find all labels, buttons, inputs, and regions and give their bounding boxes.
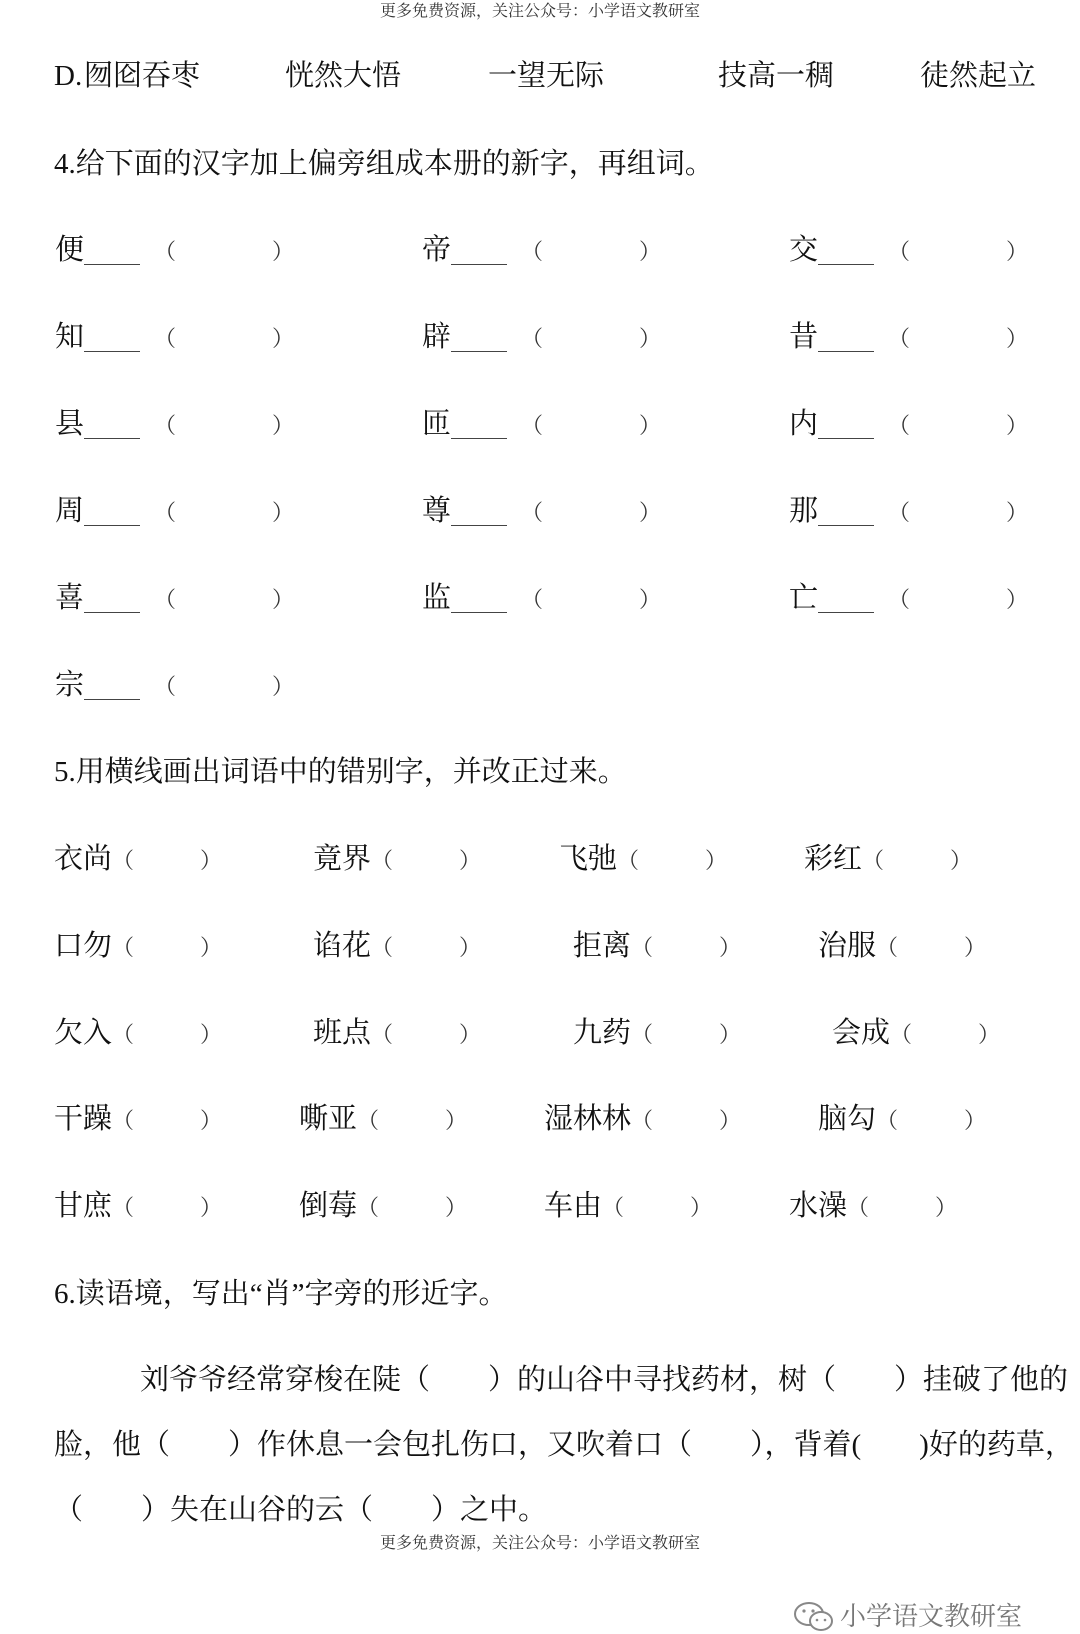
close-paren: ） — [705, 848, 728, 873]
open-paren: （ — [154, 500, 177, 525]
answer-blank[interactable] — [84, 673, 140, 700]
close-paren: ） — [950, 848, 973, 873]
open-paren: （ — [862, 848, 885, 873]
typo-word-item — [544, 1105, 741, 1134]
radical-item — [55, 671, 294, 700]
close-paren: ） — [272, 587, 295, 612]
open-paren: （ — [888, 413, 911, 438]
close-paren: ） — [200, 1195, 223, 1220]
answer-blank[interactable] — [451, 325, 507, 352]
radical-item — [789, 497, 1028, 526]
base-char: 昔 — [789, 321, 819, 353]
open-paren: （ — [888, 500, 911, 525]
option-d-word: 技高一稠 — [718, 60, 835, 92]
open-paren: （ — [371, 935, 394, 960]
typo-word: 治服 — [818, 930, 877, 962]
close-paren: ） — [1006, 587, 1029, 612]
answer-blank[interactable] — [818, 325, 874, 352]
open-paren: （ — [154, 326, 177, 351]
typo-word-item — [54, 1192, 222, 1221]
typo-word-item — [299, 1192, 467, 1221]
typo-word: 嘶亚 — [299, 1103, 358, 1135]
close-paren: ） — [719, 1022, 742, 1047]
answer-blank[interactable] — [818, 499, 874, 526]
close-paren: ） — [200, 1022, 223, 1047]
typo-word: 倒莓 — [299, 1190, 358, 1222]
radical-item — [55, 323, 294, 352]
radical-item — [422, 584, 661, 613]
radical-item — [422, 497, 661, 526]
close-paren: ） — [964, 935, 987, 960]
base-char: 监 — [422, 582, 452, 614]
wechat-icon — [792, 1600, 836, 1634]
open-paren: （ — [357, 1195, 380, 1220]
open-paren: （ — [888, 239, 911, 264]
radical-item — [789, 236, 1028, 265]
typo-word: 会成 — [832, 1017, 891, 1049]
radical-item — [55, 236, 294, 265]
open-paren: （ — [371, 848, 394, 873]
open-paren: （ — [876, 1108, 899, 1133]
close-paren: ） — [1006, 326, 1029, 351]
answer-blank[interactable] — [84, 412, 140, 439]
open-paren: （ — [154, 587, 177, 612]
radical-item — [55, 497, 294, 526]
typo-word: 飞弛 — [559, 843, 618, 875]
question-6-line: 脸，他（ ）作休息一会包扎伤口，又吹着口（ ），背着( )好的药草， — [54, 1429, 1074, 1461]
typo-word-item — [804, 845, 972, 874]
answer-blank[interactable] — [451, 499, 507, 526]
typo-word: 干躁 — [54, 1103, 113, 1135]
close-paren: ） — [964, 1108, 987, 1133]
open-paren: （ — [154, 413, 177, 438]
page-header: 更多免费资源，关注公众号：小学语文教研室 — [379, 3, 700, 20]
typo-word: 九药 — [573, 1017, 632, 1049]
base-char: 便 — [55, 234, 85, 266]
open-paren: （ — [154, 674, 177, 699]
typo-word: 车由 — [544, 1190, 603, 1222]
page-footer: 更多免费资源，关注公众号：小学语文教研室 — [379, 1535, 700, 1552]
close-paren: ） — [445, 1195, 468, 1220]
close-paren: ） — [459, 1022, 482, 1047]
typo-word: 水澡 — [789, 1190, 848, 1222]
typo-word-item — [54, 1019, 222, 1048]
open-paren: （ — [357, 1108, 380, 1133]
watermark — [779, 1574, 1022, 1634]
typo-word-item — [559, 845, 727, 874]
close-paren: ） — [1006, 239, 1029, 264]
typo-word-item — [54, 1105, 222, 1134]
open-paren: （ — [521, 326, 544, 351]
typo-word-item — [573, 932, 741, 961]
typo-word-item — [313, 845, 481, 874]
answer-blank[interactable] — [84, 325, 140, 352]
typo-word: 衣尚 — [54, 843, 113, 875]
close-paren: ） — [978, 1022, 1001, 1047]
answer-blank[interactable] — [84, 238, 140, 265]
typo-word: 脑勾 — [818, 1103, 877, 1135]
radical-item — [55, 584, 294, 613]
typo-word-item — [832, 1019, 1000, 1048]
open-paren: （ — [888, 326, 911, 351]
close-paren: ） — [639, 239, 662, 264]
typo-word: 谄花 — [313, 930, 372, 962]
open-paren: （ — [617, 848, 640, 873]
base-char: 辟 — [422, 321, 452, 353]
option-d-word: 一望无际 — [488, 60, 605, 92]
open-paren: （ — [521, 239, 544, 264]
radical-item — [789, 323, 1028, 352]
open-paren: （ — [602, 1195, 625, 1220]
close-paren: ） — [459, 935, 482, 960]
answer-blank[interactable] — [84, 499, 140, 526]
open-paren: （ — [112, 848, 135, 873]
close-paren: ） — [445, 1108, 468, 1133]
base-char: 那 — [789, 495, 819, 527]
answer-blank[interactable] — [451, 586, 507, 613]
close-paren: ） — [272, 326, 295, 351]
answer-blank[interactable] — [818, 412, 874, 439]
open-paren: （ — [521, 587, 544, 612]
base-char: 帝 — [422, 234, 452, 266]
open-paren: （ — [112, 1195, 135, 1220]
open-paren: （ — [112, 1108, 135, 1133]
base-char: 亡 — [789, 582, 819, 614]
typo-word: 班点 — [313, 1017, 372, 1049]
close-paren: ） — [272, 500, 295, 525]
close-paren: ） — [639, 500, 662, 525]
radical-item — [422, 410, 661, 439]
question-6-title: 6.读语境，写出“肖”字旁的形近字。 — [54, 1278, 508, 1310]
question-6-line: 刘爷爷经常穿梭在陡（ ）的山谷中寻找药材，树（ ）挂破了他的 — [140, 1364, 1069, 1396]
open-paren: （ — [371, 1022, 394, 1047]
typo-word: 彩红 — [804, 843, 863, 875]
close-paren: ） — [459, 848, 482, 873]
open-paren: （ — [631, 1108, 654, 1133]
close-paren: ） — [200, 935, 223, 960]
watermark-text: 小学语文教研室 — [839, 1602, 1022, 1631]
open-paren: （ — [847, 1195, 870, 1220]
option-d-word: 囫囵吞枣 — [84, 60, 201, 92]
close-paren: ） — [639, 326, 662, 351]
radical-item — [422, 323, 661, 352]
radical-item — [55, 410, 294, 439]
question-4-title: 4.给下面的汉字加上偏旁组成本册的新字，再组词。 — [54, 148, 714, 180]
close-paren: ） — [719, 935, 742, 960]
radical-item — [789, 410, 1028, 439]
base-char: 县 — [55, 408, 85, 440]
option-d-label: D. — [54, 60, 83, 92]
open-paren: （ — [876, 935, 899, 960]
close-paren: ） — [272, 413, 295, 438]
close-paren: ） — [719, 1108, 742, 1133]
answer-blank[interactable] — [818, 238, 874, 265]
close-paren: ） — [690, 1195, 713, 1220]
close-paren: ） — [272, 239, 295, 264]
option-d-word: 徒然起立 — [920, 60, 1037, 92]
base-char: 内 — [789, 408, 819, 440]
typo-word-item — [789, 1192, 957, 1221]
typo-word-item — [573, 1019, 741, 1048]
base-char: 匝 — [422, 408, 452, 440]
open-paren: （ — [888, 587, 911, 612]
base-char: 交 — [789, 234, 819, 266]
close-paren: ） — [272, 674, 295, 699]
base-char: 尊 — [422, 495, 452, 527]
question-5-title: 5.用横线画出词语中的错别字，并改正过来。 — [54, 756, 627, 788]
typo-word-item — [818, 932, 986, 961]
typo-word-item — [313, 932, 481, 961]
typo-word-item — [818, 1105, 986, 1134]
base-char: 宗 — [55, 669, 85, 701]
radical-item — [789, 584, 1028, 613]
open-paren: （ — [112, 1022, 135, 1047]
open-paren: （ — [890, 1022, 913, 1047]
open-paren: （ — [631, 935, 654, 960]
typo-word-item — [54, 845, 222, 874]
base-char: 知 — [55, 321, 85, 353]
answer-blank[interactable] — [818, 586, 874, 613]
open-paren: （ — [154, 239, 177, 264]
answer-blank[interactable] — [451, 412, 507, 439]
close-paren: ） — [639, 413, 662, 438]
open-paren: （ — [521, 500, 544, 525]
base-char: 周 — [55, 495, 85, 527]
close-paren: ） — [200, 1108, 223, 1133]
close-paren: ） — [639, 587, 662, 612]
close-paren: ） — [200, 848, 223, 873]
open-paren: （ — [112, 935, 135, 960]
answer-blank[interactable] — [451, 238, 507, 265]
radical-item — [422, 236, 661, 265]
typo-word-item — [313, 1019, 481, 1048]
typo-word: 竟界 — [313, 843, 372, 875]
typo-word: 甘庶 — [54, 1190, 113, 1222]
typo-word-item — [544, 1192, 712, 1221]
typo-word: 欠入 — [54, 1017, 113, 1049]
typo-word: 口勿 — [54, 930, 113, 962]
close-paren: ） — [935, 1195, 958, 1220]
option-d-word: 恍然大悟 — [285, 60, 402, 92]
answer-blank[interactable] — [84, 586, 140, 613]
typo-word: 湿林林 — [544, 1103, 632, 1135]
open-paren: （ — [521, 413, 544, 438]
typo-word: 拒离 — [573, 930, 632, 962]
open-paren: （ — [631, 1022, 654, 1047]
question-6-line: （ ）失在山谷的云（ ）之中。 — [54, 1494, 548, 1526]
base-char: 喜 — [55, 582, 85, 614]
typo-word-item — [54, 932, 222, 961]
close-paren: ） — [1006, 413, 1029, 438]
close-paren: ） — [1006, 500, 1029, 525]
typo-word-item — [299, 1105, 467, 1134]
